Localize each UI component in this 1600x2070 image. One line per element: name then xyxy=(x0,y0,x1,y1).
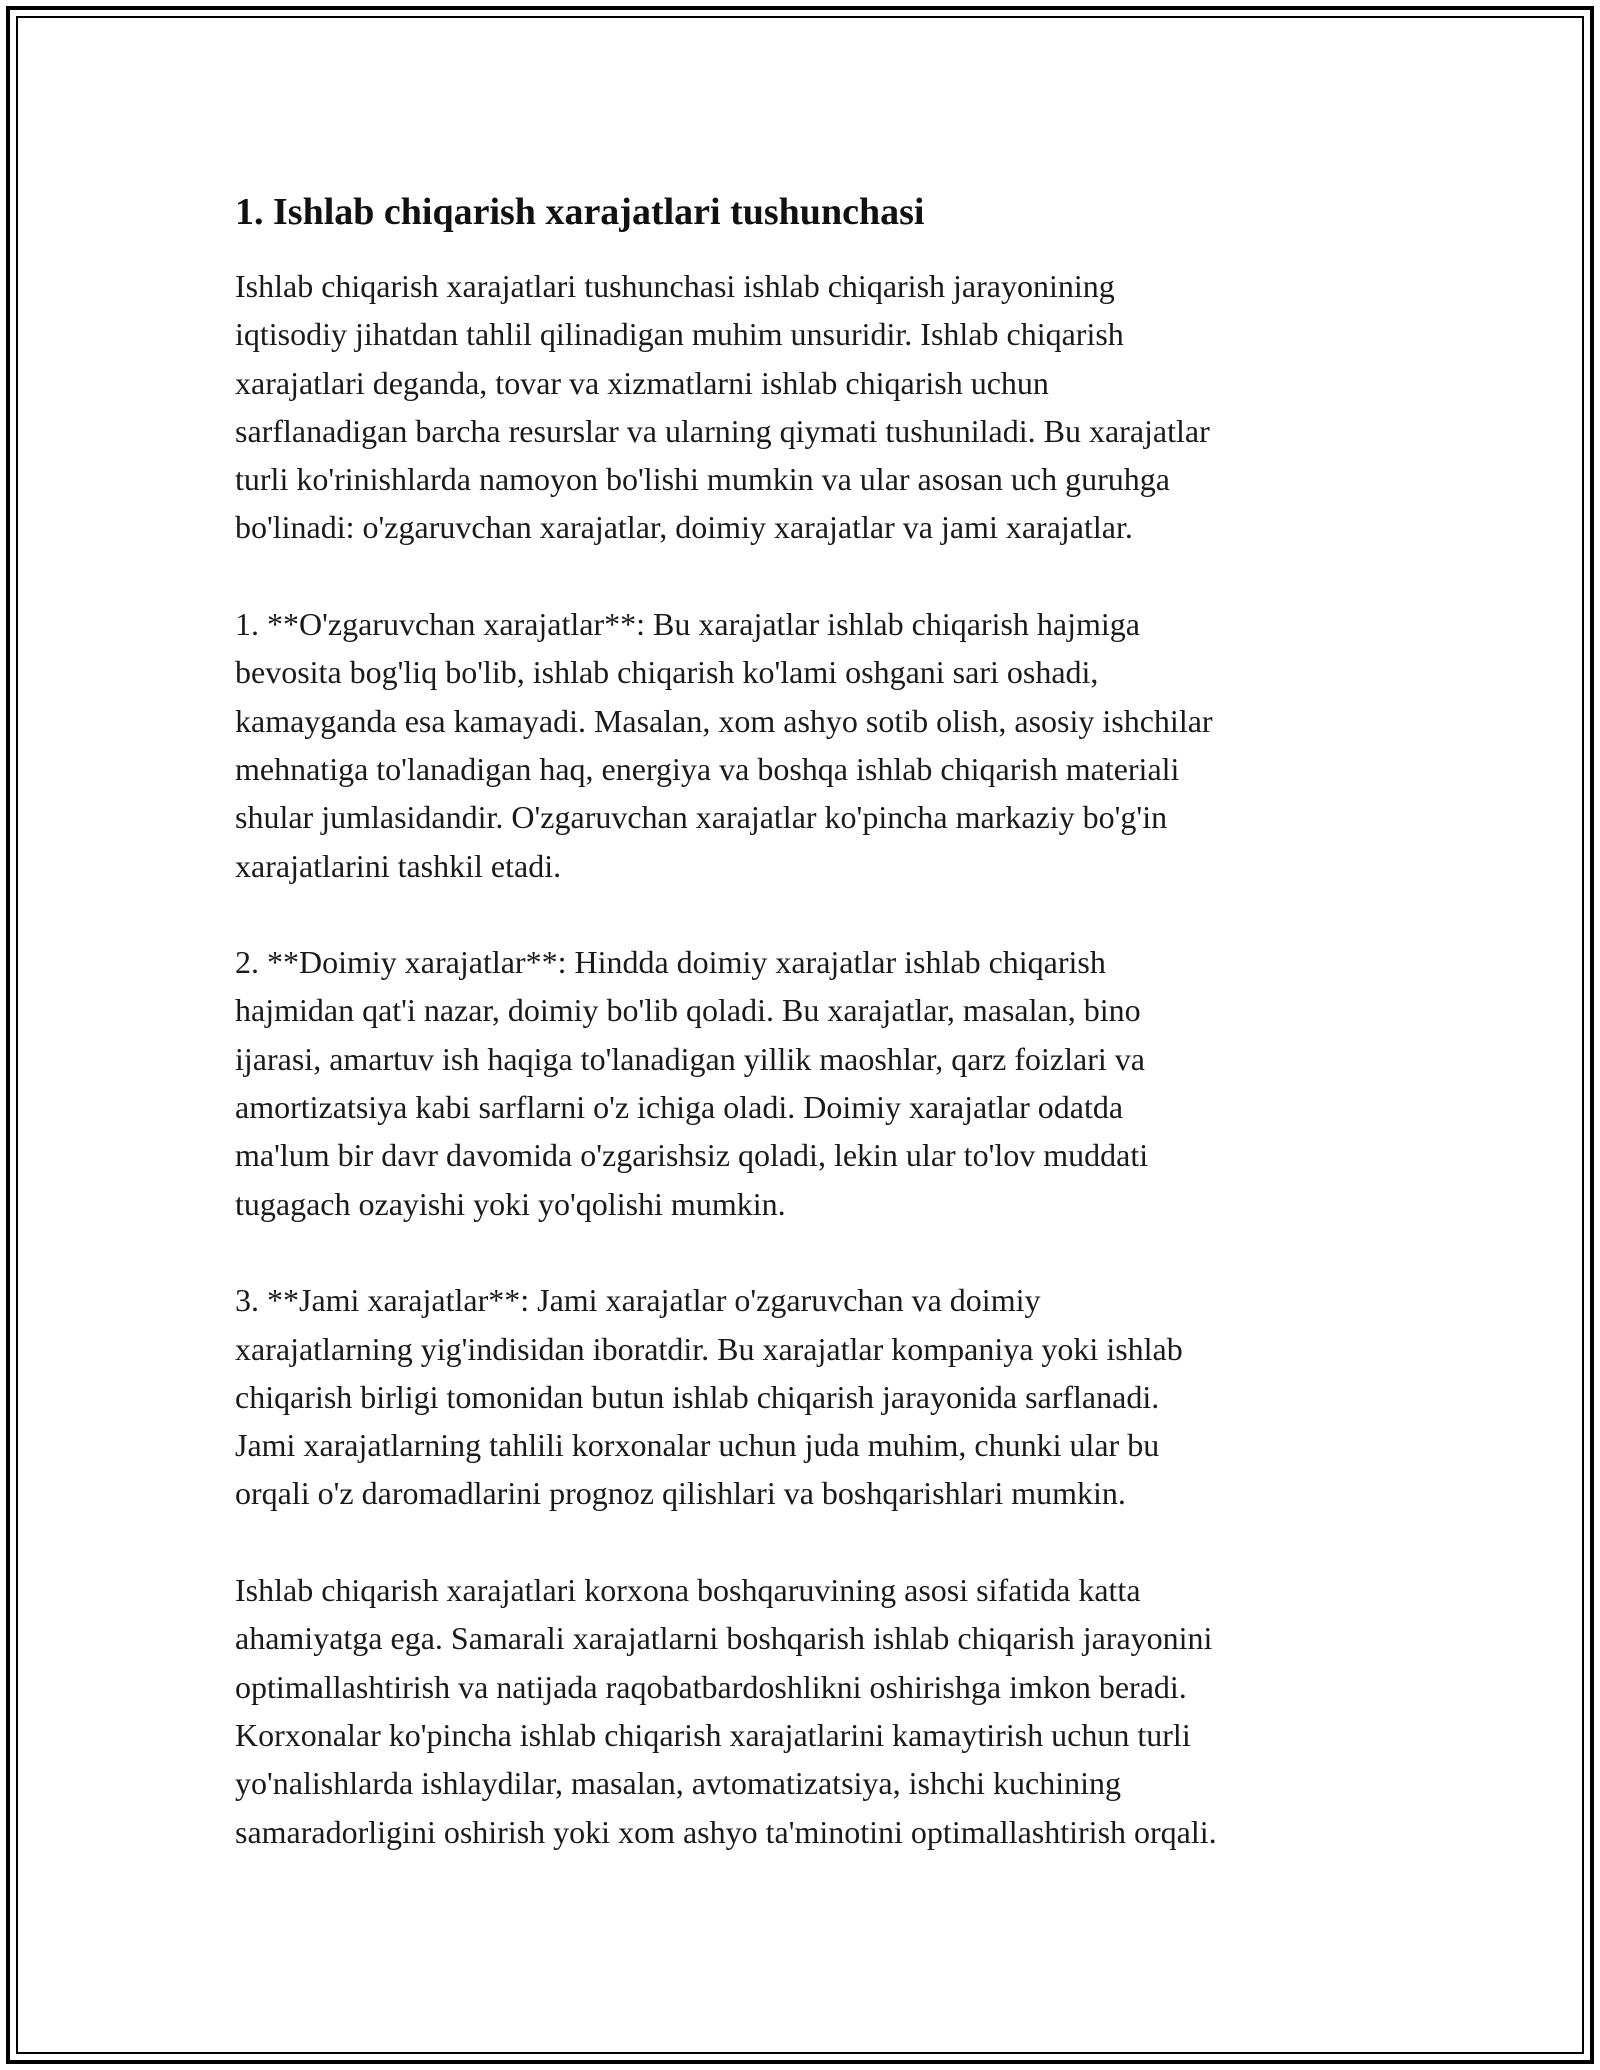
paragraph-line: sarflanadigan barcha resurslar va ularning qiymati tushuniladi. Bu xarajatlar xyxy=(235,412,1210,449)
paragraph-line: amortizatsiya kabi sarflarni o'z ichiga oladi. Doimiy xarajatlar odatda xyxy=(235,1089,1124,1126)
total-costs-paragraph xyxy=(235,1276,1375,1517)
paragraph-line: Ishlab chiqarish xarajatlari korxona boshqaruvining asosi sifatida katta xyxy=(235,1572,1141,1609)
paragraph-line: optimallashtirish va natijada raqobatbardoshlikni oshirishga imkon beradi. xyxy=(235,1668,1187,1705)
intro-paragraph xyxy=(235,262,1375,552)
paragraph-line: bevosita bog'liq bo'lib, ishlab chiqarish ko'lami oshgani sari oshadi, xyxy=(235,654,1099,691)
paragraph-line: 3. **Jami xarajatlar**: Jami xarajatlar o'zgaruvchan va doimiy xyxy=(235,1282,1041,1319)
paragraph-line: Jami xarajatlarning tahlili korxonalar uchun juda muhim, chunki ular bu xyxy=(235,1427,1160,1464)
paragraph-line: bo'linadi: o'zgaruvchan xarajatlar, doimiy xarajatlar va jami xarajatlar. xyxy=(235,509,1133,546)
paragraph-line: xarajatlarini tashkil etadi. xyxy=(235,847,562,884)
paragraph-line: Ishlab chiqarish xarajatlari tushunchasi ishlab chiqarish jarayonining xyxy=(235,268,1115,304)
fixed-costs-paragraph xyxy=(235,938,1375,1228)
paragraph-line: samaradorligini oshirish yoki xom ashyo ta'minotini optimallashtirish orqali. xyxy=(235,1813,1217,1850)
document-title: 1. Ishlab chiqarish xarajatlari tushunchasi xyxy=(235,191,925,233)
paragraph-line: iqtisodiy jihatdan tahlil qilinadigan muhim unsuridir. Ishlab chiqarish xyxy=(235,316,1124,353)
paragraph-line: yo'nalishlarda ishlaydilar, masalan, avtomatizatsiya, ishchi kuchining xyxy=(235,1765,1122,1802)
paragraph-line: ijarasi, amartuv ish haqiga to'lanadigan yillik maoshlar, qarz foizlari va xyxy=(235,1040,1145,1077)
paragraph-line: hajmidan qat'i nazar, doimiy bo'lib qoladi. Bu xarajatlar, masalan, bino xyxy=(235,992,1141,1029)
paragraph-line: 1. **O'zgaruvchan xarajatlar**: Bu xarajatlar ishlab chiqarish hajmiga xyxy=(235,606,1140,643)
paragraph-line: shular jumlasidandir. O'zgaruvchan xarajatlar ko'pincha markaziy bo'g'in xyxy=(235,799,1168,836)
document-body xyxy=(235,188,1375,1856)
paragraph-line: turli ko'rinishlarda namoyon bo'lishi mumkin va ular asosan uch guruhga xyxy=(235,461,1170,498)
paragraph-line: kamayganda esa kamayadi. Masalan, xom ashyo sotib olish, asosiy ishchilar xyxy=(235,702,1213,739)
paragraph-line: 2. **Doimiy xarajatlar**: Hindda doimiy xarajatlar ishlab chiqarish xyxy=(235,944,1106,981)
paragraph-line: ma'lum bir davr davomida o'zgarishsiz qoladi, lekin ular to'lov muddati xyxy=(235,1137,1149,1174)
paragraph-line: orqali o'z daromadlarini prognoz qilishlari va boshqarishlari mumkin. xyxy=(235,1475,1126,1512)
paragraph-line: chiqarish birligi tomonidan butun ishlab chiqarish jarayonida sarflanadi. xyxy=(235,1378,1160,1415)
paragraph-line: tugagach ozayishi yoki yo'qolishi mumkin. xyxy=(235,1185,786,1222)
conclusion-paragraph xyxy=(235,1566,1375,1856)
paragraph-line: Korxonalar ko'pincha ishlab chiqarish xarajatlarini kamaytirish uchun turli xyxy=(235,1716,1191,1753)
paragraph-line: mehnatiga to'lanadigan haq, energiya va boshqa ishlab chiqarish materiali xyxy=(235,750,1180,787)
paragraph-line: xarajatlari deganda, tovar va xizmatlarni ishlab chiqarish uchun xyxy=(235,364,1049,401)
paragraph-line: ahamiyatga ega. Samarali xarajatlarni boshqarish ishlab chiqarish jarayonini xyxy=(235,1620,1213,1657)
paragraph-line: xarajatlarning yig'indisidan iboratdir. Bu xarajatlar kompaniya yoki ishlab xyxy=(235,1330,1183,1367)
variable-costs-paragraph xyxy=(235,600,1375,890)
